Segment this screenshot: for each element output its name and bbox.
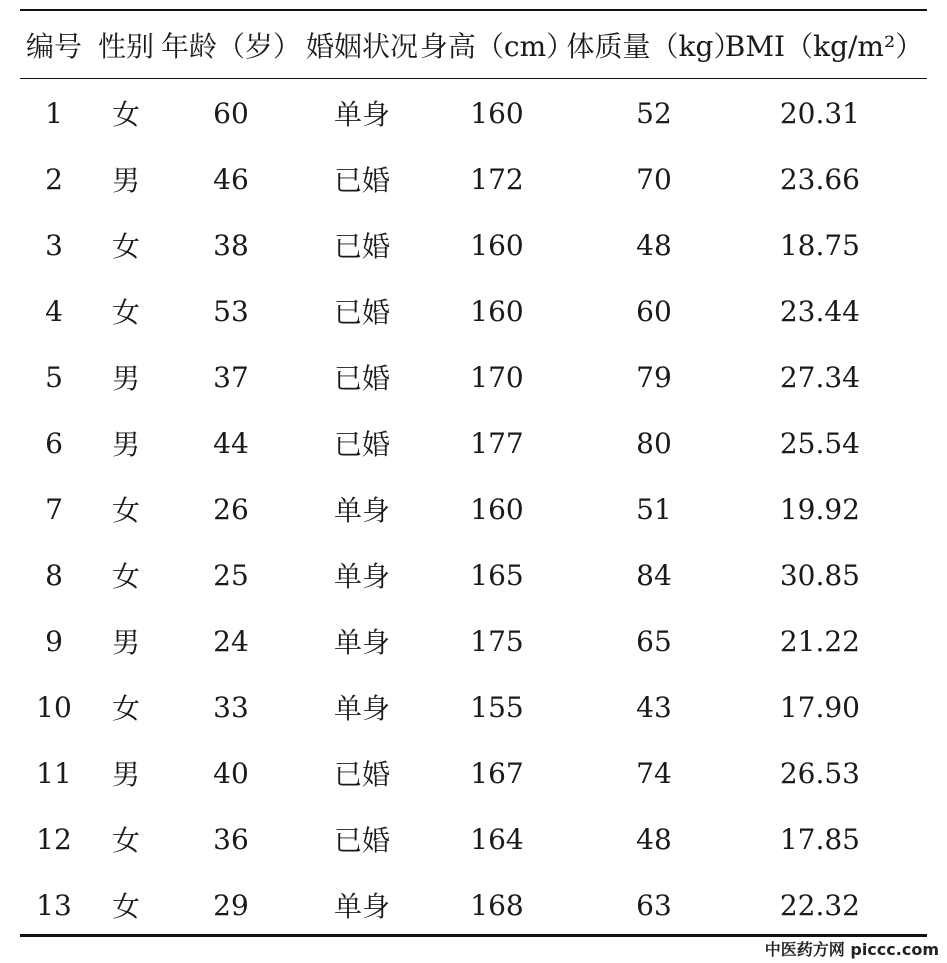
cell-marital-status: 单身 <box>333 560 390 593</box>
table-header-row <box>0 14 947 76</box>
header-id: 编号 <box>25 30 82 63</box>
header-bmi: BMI（kg/m²） <box>724 30 924 63</box>
table-row <box>0 674 947 740</box>
table-row <box>0 212 947 278</box>
cell-bmi: 26.53 <box>779 756 860 790</box>
cell-marital-status: 已婚 <box>333 362 390 395</box>
cell-weight: 51 <box>636 492 672 526</box>
cell-age: 33 <box>213 690 249 724</box>
header-gender: 性别 <box>97 30 154 63</box>
cell-marital-status: 已婚 <box>333 230 390 263</box>
cell-age: 40 <box>213 756 249 790</box>
cell-id: 3 <box>45 228 63 262</box>
cell-marital-status: 单身 <box>333 98 390 131</box>
cell-gender: 男 <box>111 428 140 461</box>
cell-id: 1 <box>45 96 63 130</box>
cell-id: 12 <box>36 822 72 856</box>
cell-weight: 74 <box>636 756 672 790</box>
cell-bmi: 27.34 <box>779 360 860 394</box>
cell-id: 4 <box>45 294 63 328</box>
cell-weight: 48 <box>636 822 672 856</box>
cell-gender: 女 <box>111 230 140 263</box>
cell-age: 46 <box>213 162 249 196</box>
header-weight: 体质量（kg） <box>566 30 742 63</box>
cell-age: 60 <box>213 96 249 130</box>
cell-bmi: 20.31 <box>779 96 860 130</box>
cell-bmi: 19.92 <box>779 492 860 526</box>
cell-height: 160 <box>470 294 524 328</box>
cell-marital-status: 已婚 <box>333 428 390 461</box>
cell-bmi: 22.32 <box>779 888 860 922</box>
cell-height: 168 <box>470 888 524 922</box>
cell-bmi: 18.75 <box>779 228 860 262</box>
cell-id: 11 <box>36 756 72 790</box>
cell-height: 155 <box>470 690 524 724</box>
cell-bmi: 21.22 <box>779 624 860 658</box>
cell-marital-status: 已婚 <box>333 758 390 791</box>
table-row <box>0 542 947 608</box>
cell-bmi: 30.85 <box>779 558 860 592</box>
cell-age: 26 <box>213 492 249 526</box>
cell-bmi: 17.90 <box>779 690 860 724</box>
cell-marital-status: 已婚 <box>333 824 390 857</box>
table-row <box>0 740 947 806</box>
cell-bmi: 17.85 <box>779 822 860 856</box>
cell-weight: 80 <box>636 426 672 460</box>
cell-age: 37 <box>213 360 249 394</box>
cell-id: 9 <box>45 624 63 658</box>
cell-age: 29 <box>213 888 249 922</box>
cell-age: 24 <box>213 624 249 658</box>
cell-gender: 女 <box>111 296 140 329</box>
header-age: 年龄（岁） <box>161 30 302 63</box>
cell-bmi: 23.44 <box>779 294 860 328</box>
cell-id: 2 <box>45 162 63 196</box>
cell-age: 36 <box>213 822 249 856</box>
cell-gender: 男 <box>111 758 140 791</box>
cell-id: 5 <box>45 360 63 394</box>
table-row <box>0 278 947 344</box>
cell-id: 8 <box>45 558 63 592</box>
cell-weight: 79 <box>636 360 672 394</box>
cell-weight: 43 <box>636 690 672 724</box>
cell-height: 164 <box>470 822 524 856</box>
cell-age: 38 <box>213 228 249 262</box>
cell-gender: 男 <box>111 164 140 197</box>
watermark: 中医药方网 piccc.com <box>765 937 939 959</box>
cell-weight: 48 <box>636 228 672 262</box>
cell-weight: 52 <box>636 96 672 130</box>
cell-marital-status: 单身 <box>333 890 390 923</box>
cell-gender: 女 <box>111 494 140 527</box>
cell-height: 165 <box>470 558 524 592</box>
cell-height: 160 <box>470 96 524 130</box>
cell-marital-status: 单身 <box>333 626 390 659</box>
cell-id: 6 <box>45 426 63 460</box>
cell-age: 25 <box>213 558 249 592</box>
table-row <box>0 806 947 872</box>
cell-bmi: 25.54 <box>779 426 860 460</box>
cell-marital-status: 单身 <box>333 494 390 527</box>
cell-gender: 男 <box>111 626 140 659</box>
cell-weight: 65 <box>636 624 672 658</box>
cell-id: 10 <box>36 690 72 724</box>
cell-gender: 女 <box>111 824 140 857</box>
header-height: 身高（cm） <box>419 30 575 63</box>
table-row <box>0 872 947 938</box>
cell-height: 175 <box>470 624 524 658</box>
cell-marital-status: 单身 <box>333 692 390 725</box>
cell-height: 170 <box>470 360 524 394</box>
table-row <box>0 608 947 674</box>
cell-gender: 女 <box>111 692 140 725</box>
cell-height: 177 <box>470 426 524 460</box>
table-row <box>0 410 947 476</box>
cell-marital-status: 已婚 <box>333 164 390 197</box>
cell-gender: 女 <box>111 560 140 593</box>
table-row <box>0 344 947 410</box>
cell-gender: 男 <box>111 362 140 395</box>
cell-gender: 女 <box>111 890 140 923</box>
table-header-rule <box>20 78 927 79</box>
cell-weight: 70 <box>636 162 672 196</box>
cell-age: 53 <box>213 294 249 328</box>
table-row <box>0 146 947 212</box>
cell-height: 172 <box>470 162 524 196</box>
cell-weight: 84 <box>636 558 672 592</box>
cell-marital-status: 已婚 <box>333 296 390 329</box>
cell-weight: 63 <box>636 888 672 922</box>
table-top-rule <box>20 9 927 11</box>
cell-gender: 女 <box>111 98 140 131</box>
cell-id: 7 <box>45 492 63 526</box>
cell-age: 44 <box>213 426 249 460</box>
cell-bmi: 23.66 <box>779 162 860 196</box>
cell-height: 167 <box>470 756 524 790</box>
cell-id: 13 <box>36 888 72 922</box>
cell-weight: 60 <box>636 294 672 328</box>
table-row <box>0 476 947 542</box>
header-marital-status: 婚姻状况 <box>305 30 418 63</box>
cell-height: 160 <box>470 492 524 526</box>
cell-height: 160 <box>470 228 524 262</box>
table-row <box>0 80 947 146</box>
